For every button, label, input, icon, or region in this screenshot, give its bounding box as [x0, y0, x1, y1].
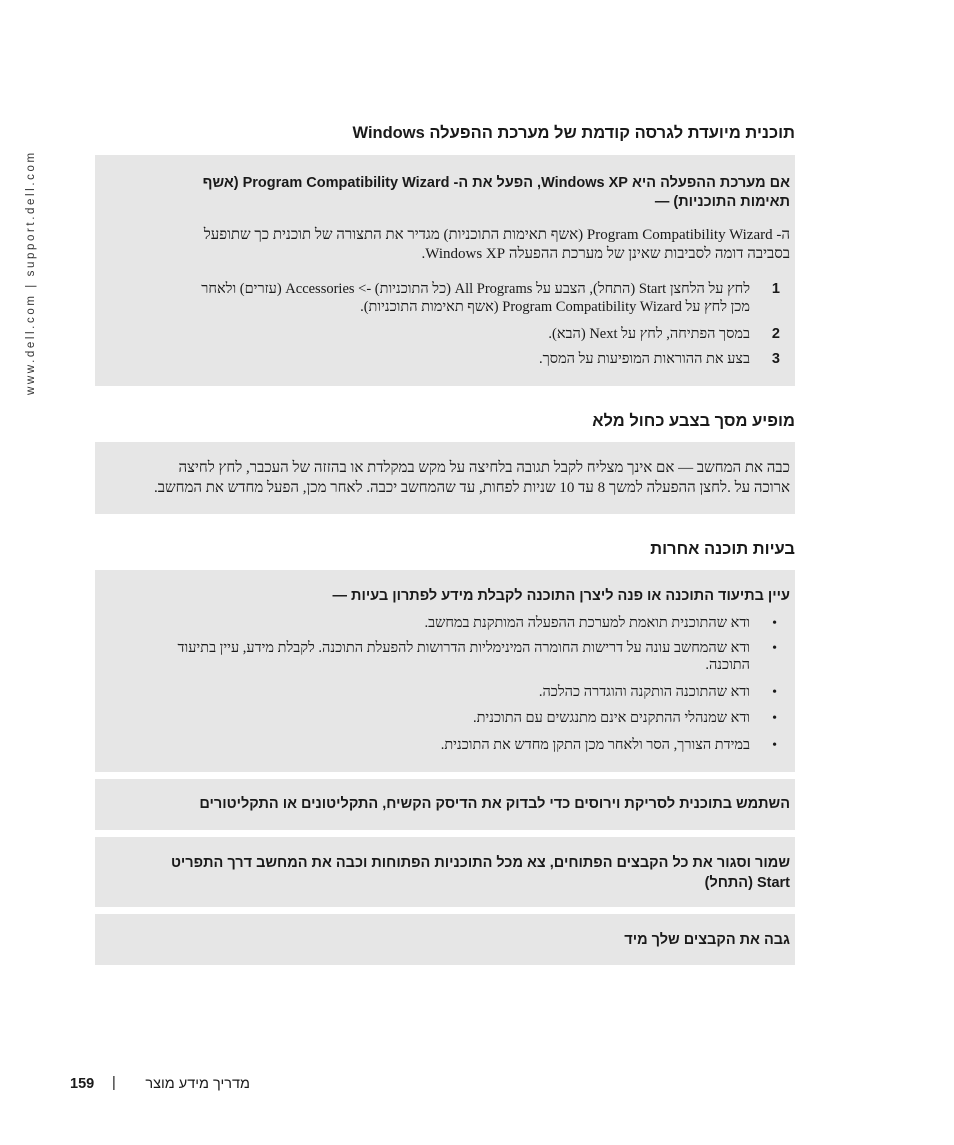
list-item — [105, 710, 790, 728]
compat-wizard-title-line1: אם מערכת ההפעלה היא Windows XP, הפעל את ה- Program Compatibility Wizard (אשף — [202, 175, 790, 191]
list-item — [105, 737, 790, 755]
blue-screen-line2: ארוכה על .לחצן ההפעלה למשך 8 עד 10 שניות לפחות, עד שהמחשב יכבה. לאחר מכן, הפעל מחדש את המחשב. — [153, 480, 790, 496]
list-item-text: ודא שהתוכנית תואמת למערכת ההפעלה המותקנת במחשב. — [424, 615, 750, 631]
footer-separator: | — [112, 1075, 116, 1091]
page-number: 159 — [70, 1076, 95, 1092]
list-item-text-line2: התוכנה. — [705, 657, 750, 673]
list-item — [105, 615, 790, 633]
backup-text: גבה את הקבצים שלך מיד — [624, 932, 790, 948]
step-item — [105, 281, 790, 317]
software-docs-title: עיין בתיעוד התוכנה או פנה ליצרן התוכנה לקבלת מידע לפתרון בעיות — — [332, 588, 790, 604]
list-item-text: ודא שמנהלי ההתקנים אינם מתנגשים עם התוכנית. — [472, 710, 750, 726]
blue-screen-box — [95, 442, 795, 514]
list-item-text: במידת הצורך, הסר ולאחר מכן התקן מחדש את התוכנית. — [440, 737, 750, 753]
step-number: 3 — [771, 351, 780, 367]
save-close-line1: שמור וסגור את כל הקבצים הפתוחים, צא מכל התוכניות הפתוחות וכבה את המחשב דרך התפריט — [170, 855, 790, 871]
list-item — [105, 684, 790, 702]
step-text-line2: מכן לחץ על Program Compatibility Wizard (אשף תאימות התוכניות). — [360, 299, 750, 315]
bullet-icon: • — [772, 685, 777, 700]
footer-title: מדריך מידע מוצר — [145, 1076, 250, 1092]
virus-scan-box — [95, 779, 795, 830]
list-item-text: ודא שהמחשב עונה על דרישות החומרה המינימליות הדרושות להפעלת התוכנה. לקבלת מידע, עיין בתיעוד — [177, 640, 750, 656]
section-heading-other-software: בעיות תוכנה אחרות — [650, 540, 795, 558]
save-close-box — [95, 837, 795, 907]
save-close-line2: Start (התחל) — [704, 875, 790, 891]
compat-wizard-desc-line1: ה- Program Compatibility Wizard (אשף תאימות התוכניות) מגדיר את התצורה של תוכנית כך שתופעל — [203, 227, 790, 243]
step-text-line1: לחץ על הלחצן Start (התחל), הצבע על All Programs (כל התוכניות) -> Accessories (עזרים) ולאחר — [201, 281, 750, 297]
blue-screen-line1: כבה את המחשב — אם אינך מצליח לקבל תגובה בלחיצה על מקש במקלדת או בהזזה של העכבר, לחץ לחיצה — [178, 460, 790, 476]
section-heading-older-windows: תוכנית מיועדת לגרסה קודמת של מערכת ההפעלה Windows — [352, 124, 795, 142]
compat-wizard-desc-line2: בסביבה דומה לסביבות שאינן של מערכת ההפעלה Windows XP. — [421, 246, 790, 262]
bullet-icon: • — [772, 641, 777, 656]
list-item — [105, 640, 790, 676]
step-number: 2 — [771, 326, 780, 342]
list-item-text: ודא שהתוכנה הותקנה והוגדרה כהלכה. — [538, 684, 750, 700]
side-url: www.dell.com | support.dell.com — [25, 150, 37, 395]
step-item — [105, 326, 790, 344]
step-item — [105, 351, 790, 369]
step-text-line1: בצע את ההוראות המופיעות על המסך. — [539, 351, 750, 367]
compat-wizard-box — [95, 155, 795, 386]
bullet-icon: • — [772, 738, 777, 753]
bullet-icon: • — [772, 711, 777, 726]
software-docs-box — [95, 570, 795, 772]
bullet-icon: • — [772, 616, 777, 631]
section-heading-blue-screen: מופיע מסך בצבע כחול מלא — [592, 412, 795, 430]
backup-box — [95, 914, 795, 965]
step-text-line1: במסך הפתיחה, לחץ על Next (הבא). — [548, 326, 750, 342]
virus-scan-text: השתמש בתוכנית לסריקת וירוסים כדי לבדוק את הדיסק הקשיח, התקליטונים או התקליטורים — [199, 796, 790, 812]
compat-wizard-title-line2: תאימות התוכניות) — — [654, 194, 790, 210]
step-number: 1 — [771, 281, 780, 297]
